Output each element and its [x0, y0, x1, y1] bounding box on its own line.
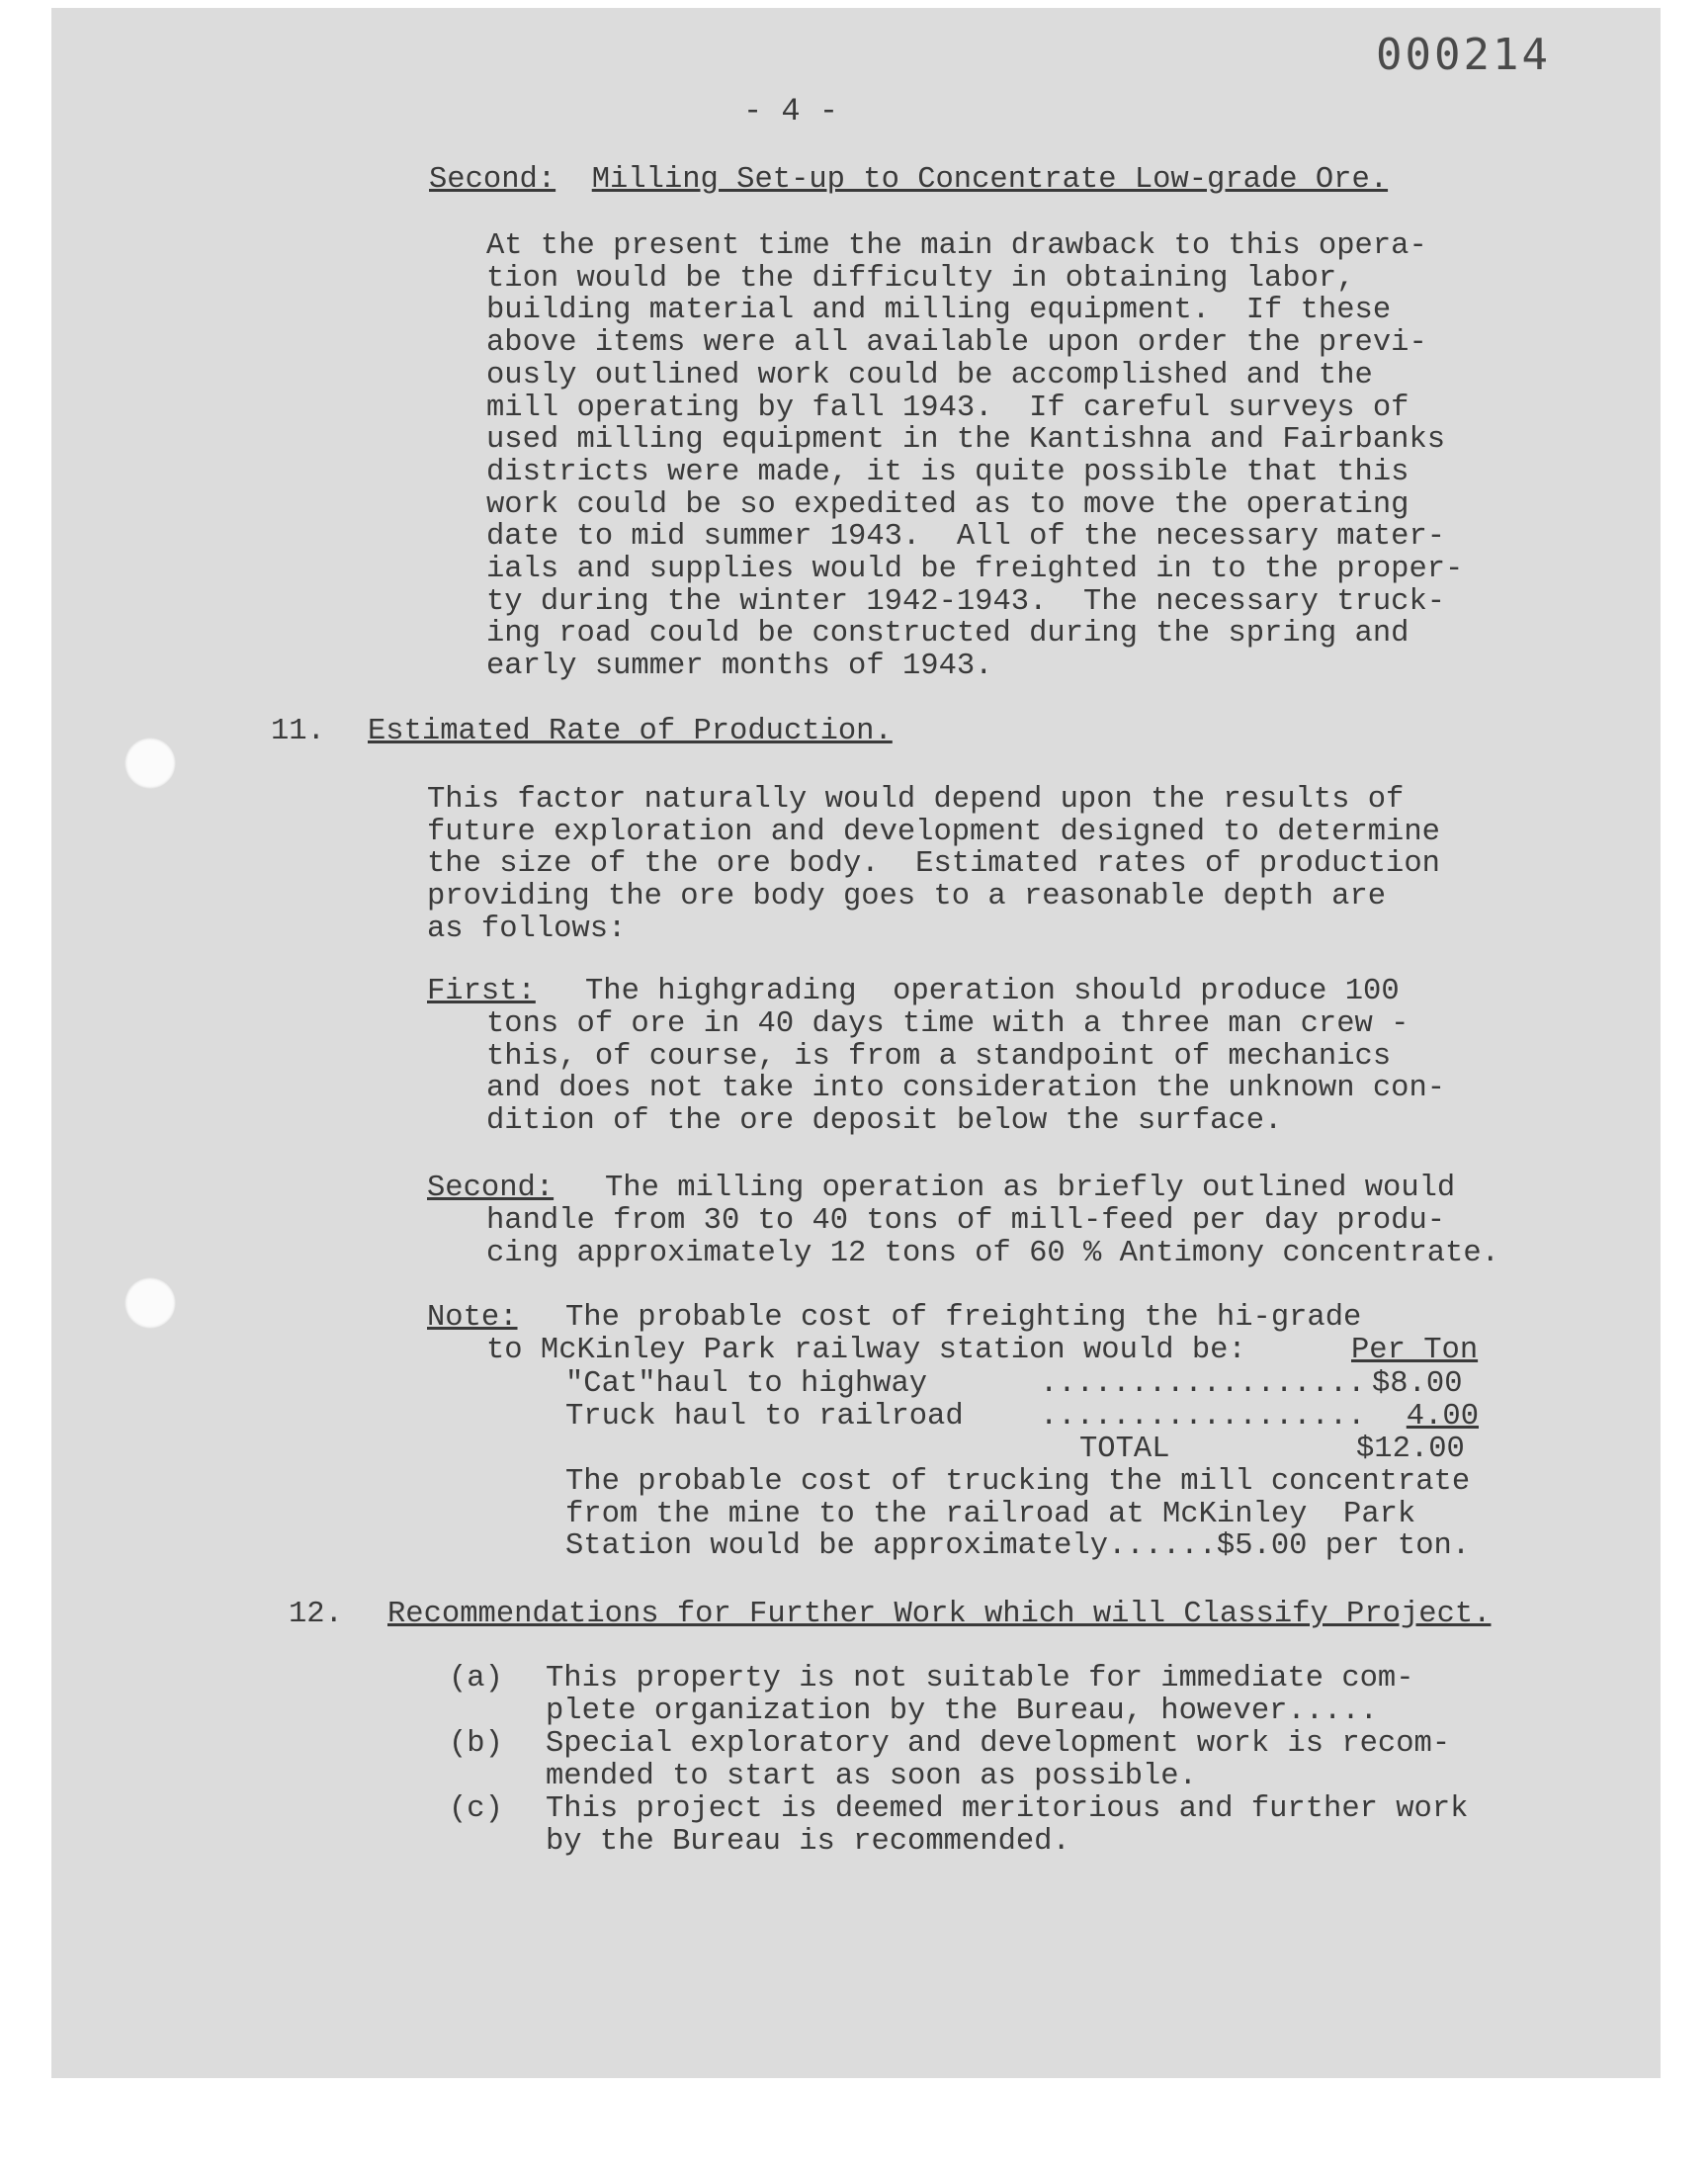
item-a — [546, 1663, 1414, 1727]
intro-line: This factor naturally would depend upon the results of — [427, 783, 1405, 817]
note-after-line: The probable cost of trucking the mill concentrate — [565, 1465, 1471, 1499]
paragraph-line: ing road could be constructed during the spring and — [486, 617, 1409, 652]
intro-line: as follows: — [427, 912, 627, 946]
cost-row-dots: .................. — [1040, 1400, 1366, 1434]
page-number: - 4 - — [743, 93, 839, 130]
second-continuation — [486, 1205, 1499, 1269]
note-after-line: Station would be approximately......$5.00 per ton. — [565, 1529, 1471, 1564]
first-line: dition of the ore deposit below the surface. — [486, 1104, 1283, 1139]
second-line-1: The milling operation as briefly outlined would — [605, 1172, 1456, 1205]
first-label: First: — [427, 975, 536, 1008]
note-after-line: from the mine to the railroad at McKinley Park — [565, 1497, 1416, 1531]
paragraph-line: early summer months of 1943. — [486, 650, 993, 684]
item-line: Special exploratory and development work is recom- — [546, 1727, 1451, 1761]
section-12-number: 12. — [289, 1598, 343, 1631]
first-line-1: The highgrading operation should produce 100 — [585, 975, 1400, 1008]
note-line-1: The probable cost of freighting the hi-grade — [565, 1301, 1362, 1335]
paragraph-line: ials and supplies would be freighted in to the proper- — [486, 553, 1464, 587]
item-a-marker: (a) — [449, 1662, 503, 1696]
paragraph-line: ty during the winter 1942-1943. The necessary truck- — [486, 584, 1446, 619]
per-ton-header: Per Ton — [1351, 1334, 1479, 1367]
second-heading-title: Milling Set-up to Concentrate Low-grade Ore. — [591, 163, 1389, 197]
paragraph-line: above items were all available upon order the previ- — [486, 326, 1427, 361]
intro-line: providing the ore body goes to a reasonable depth are — [427, 880, 1387, 914]
total-label: TOTAL — [1079, 1433, 1170, 1466]
intro-line: the size of the ore body. Estimated rates of production — [427, 847, 1440, 882]
punch-hole-bottom — [125, 1277, 176, 1329]
second-label: Second: — [427, 1172, 555, 1205]
item-line: by the Bureau is recommended. — [546, 1824, 1070, 1859]
second-paragraph — [486, 230, 1463, 683]
cost-row-amount: 4.00 — [1406, 1400, 1479, 1434]
punch-hole-top — [125, 738, 176, 789]
cost-row-amount: $8.00 — [1372, 1367, 1463, 1401]
cost-row-item: Truck haul to railroad — [565, 1400, 964, 1434]
first-line: this, of course, is from a standpoint of mechanics — [486, 1039, 1392, 1074]
document-page — [51, 8, 1661, 2078]
item-line: mended to start as soon as possible. — [546, 1759, 1197, 1793]
section-11-intro — [427, 784, 1440, 946]
first-continuation — [486, 1008, 1445, 1138]
item-line: This project is deemed meritorious and further work — [546, 1792, 1469, 1826]
section-12-title: Recommendations for Further Work which will Classify Project. — [387, 1598, 1492, 1631]
note-line-2: to McKinley Park railway station would be: — [486, 1334, 1246, 1367]
second-line: handle from 30 to 40 tons of mill-feed per day produ- — [486, 1204, 1446, 1238]
paragraph-line: date to mid summer 1943. All of the necessary mater- — [486, 520, 1446, 555]
item-line: This property is not suitable for immediate com- — [546, 1662, 1414, 1696]
item-b — [546, 1728, 1450, 1792]
paragraph-line: building material and milling equipment. If these — [486, 294, 1392, 328]
item-c-marker: (c) — [449, 1792, 503, 1826]
paragraph-line: At the present time the main drawback to this opera- — [486, 229, 1427, 263]
paragraph-line: ously outlined work could be accomplished and the — [486, 358, 1373, 392]
second-heading — [429, 164, 1388, 197]
cost-row-dots: .................. — [1040, 1367, 1366, 1401]
paragraph-line: used milling equipment in the Kantishna and Fairbanks — [486, 423, 1446, 458]
note-label: Note: — [427, 1301, 518, 1335]
total-amount: $12.00 — [1356, 1433, 1465, 1466]
first-line: and does not take into consideration the unknown con- — [486, 1072, 1446, 1106]
paragraph-line: work could be so expedited as to move the operating — [486, 487, 1409, 522]
paragraph-line: tion would be the difficulty in obtaining labor, — [486, 261, 1355, 296]
item-line: plete organization by the Bureau, however..... — [546, 1694, 1378, 1728]
first-line: tons of ore in 40 days time with a three man crew - — [486, 1007, 1409, 1041]
item-b-marker: (b) — [449, 1727, 503, 1761]
paragraph-line: districts were made, it is quite possible that this — [486, 455, 1409, 489]
intro-line: future exploration and development designed to determine — [427, 815, 1440, 849]
paragraph-line: mill operating by fall 1943. If careful surveys of — [486, 391, 1409, 425]
second-heading-label: Second: — [429, 163, 556, 197]
section-11-title: Estimated Rate of Production. — [368, 715, 893, 748]
section-11-number: 11. — [271, 715, 325, 748]
second-line: cing approximately 12 tons of 60 % Antimony concentrate. — [486, 1236, 1499, 1270]
document-number: 000214 — [1376, 30, 1551, 80]
cost-row-item: "Cat"haul to highway — [565, 1367, 928, 1401]
item-c — [546, 1793, 1468, 1858]
note-after — [565, 1466, 1470, 1563]
